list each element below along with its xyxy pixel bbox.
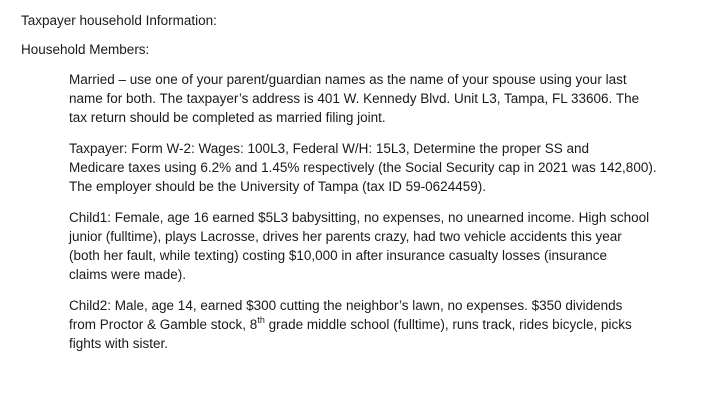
taxpayer-line-3: The employer should be the University of Tampa (tax ID 59-0624459).: [69, 179, 486, 194]
section-heading: Taxpayer household Information:: [21, 13, 217, 28]
married-line-2: name for both. The taxpayer’s address is 401 W. Kennedy Blvd. Unit L3, Tampa, FL 33606. The: [69, 91, 640, 106]
child2-line-1: Child2: Male, age 14, earned $300 cutting the neighbor’s lawn, no expenses. $350 dividends: [69, 298, 623, 313]
taxpayer-line-1: Taxpayer: Form W-2: Wages: 100L3, Federal W/H: 15L3, Determine the proper SS and: [69, 141, 589, 156]
ordinal-superscript: th: [257, 314, 265, 325]
child2-paragraph: [69, 296, 669, 353]
child1-paragraph: [69, 208, 669, 284]
child1-line-3: (both her fault, while texting) costing $10,000 in after insurance casualty losses (insurance: [69, 248, 608, 263]
subsection-heading: Household Members:: [21, 42, 150, 57]
child2-line-2-before: from Proctor & Gamble stock, 8: [69, 317, 258, 332]
child2-line-2-after: grade middle school (fulltime), runs track, rides bicycle, picks: [264, 317, 632, 332]
child1-line-2: junior (fulltime), plays Lacrosse, drives her parents crazy, had two vehicle accidents this year: [69, 229, 622, 244]
married-line-3: tax return should be completed as married filing joint.: [69, 110, 386, 125]
taxpayer-paragraph: [69, 139, 669, 196]
child2-line-3: fights with sister.: [69, 336, 169, 351]
child2-line-2: [69, 315, 669, 334]
married-line-1: Married – use one of your parent/guardian names as the name of your spouse using your last: [69, 72, 627, 87]
taxpayer-line-2: Medicare taxes using 6.2% and 1.45% respectively (the Social Security cap in 2021 was 142,800).: [69, 160, 657, 175]
child1-line-1: Child1: Female, age 16 earned $5L3 babysitting, no expenses, no unearned income. High school: [69, 210, 650, 225]
married-paragraph: [69, 70, 669, 127]
child1-line-4: claims were made).: [69, 267, 187, 282]
